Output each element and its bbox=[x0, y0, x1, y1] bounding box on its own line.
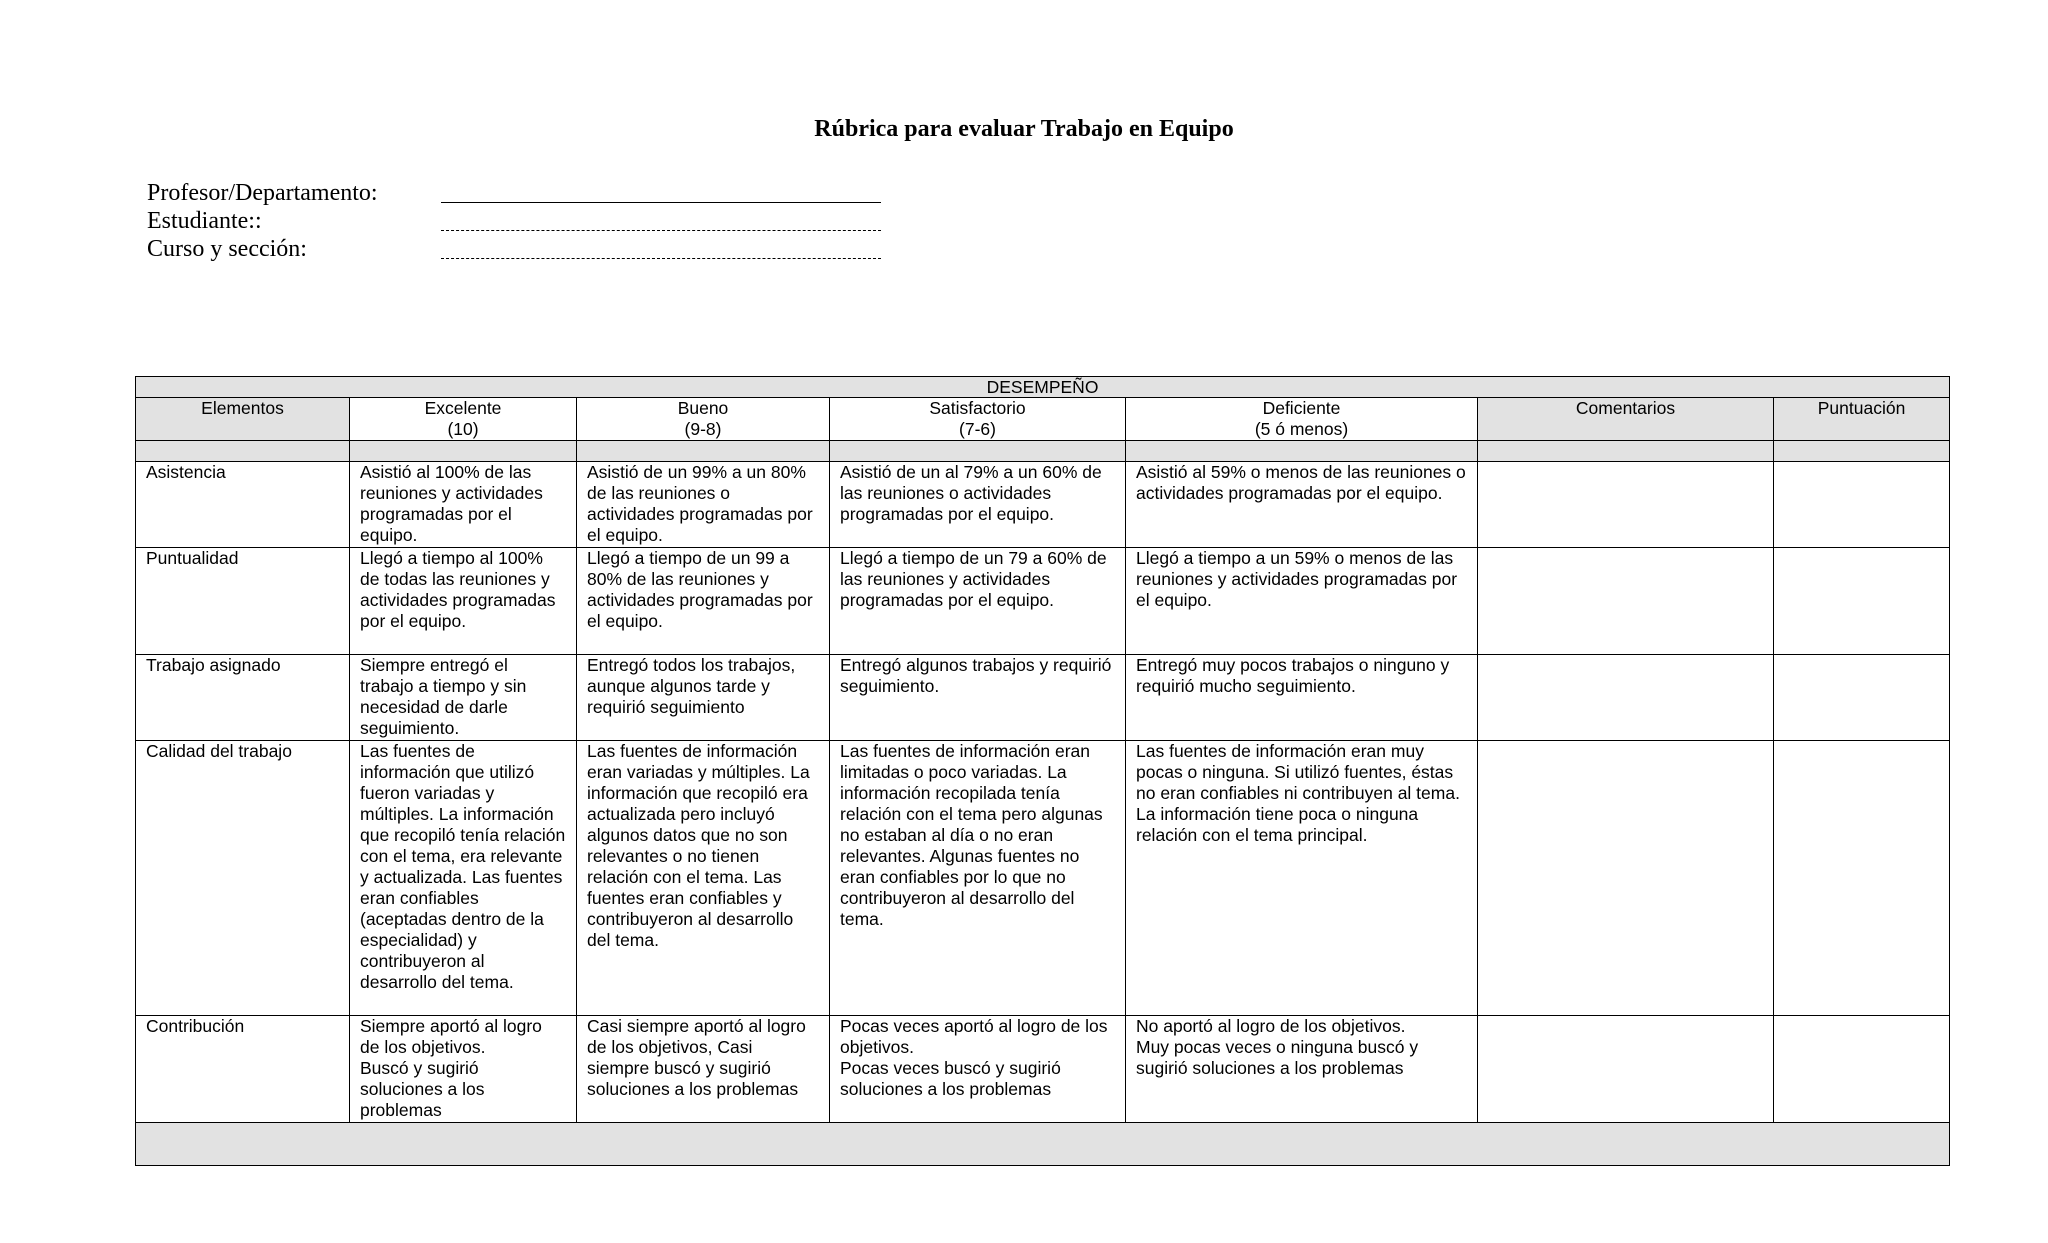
comentarios-cell[interactable] bbox=[1478, 548, 1774, 655]
criterion-deficiente: Las fuentes de información eran muy pocas o ninguna. Si utilizó fuentes, éstas no eran confiables ni contribuyen al tema. La información tiene poca o ninguna relación con el tema principal. bbox=[1126, 741, 1478, 1016]
criterion-bueno: Entregó todos los trabajos, aunque algunos tarde y requirió seguimiento bbox=[577, 655, 830, 741]
criterion-excelente: Siempre entregó el trabajo a tiempo y sin necesidad de darle seguimiento. bbox=[350, 655, 577, 741]
document-title: Rúbrica para evaluar Trabajo en Equipo bbox=[814, 116, 1234, 142]
rubric-table bbox=[135, 376, 1950, 1166]
element-name: Asistencia bbox=[136, 462, 350, 548]
level-range-excelente: (10) bbox=[447, 419, 479, 439]
field-label-curso: Curso y sección: bbox=[147, 236, 307, 262]
spacer-cell bbox=[1478, 441, 1774, 462]
level-name-excelente: Excelente bbox=[424, 398, 502, 418]
criterion-satisfactorio: Llegó a tiempo de un 79 a 60% de las reuniones y actividades programadas por el equipo. bbox=[830, 548, 1126, 655]
col-header-deficiente bbox=[1126, 398, 1478, 441]
footer-total-row bbox=[136, 1123, 1950, 1166]
table-row bbox=[136, 462, 1950, 548]
criterion-excelente: Llegó a tiempo al 100% de todas las reuniones y actividades programadas por el equipo. bbox=[350, 548, 577, 655]
puntuacion-cell[interactable] bbox=[1774, 1016, 1950, 1123]
criterion-excelente: Las fuentes de información que utilizó fueron variadas y múltiples. La información que recopiló tenía relación con el tema, era relevante y actualizada. Las fuentes eran confiables (aceptadas dentro de la especialidad) y contribuyeron al desarrollo del tema. bbox=[350, 741, 577, 1016]
spacer-cell bbox=[1774, 441, 1950, 462]
comentarios-cell[interactable] bbox=[1478, 1016, 1774, 1123]
criterion-satisfactorio: Pocas veces aportó al logro de los objetivos. Pocas veces buscó y sugirió soluciones a los problemas bbox=[830, 1016, 1126, 1123]
col-header-puntuacion: Puntuación bbox=[1774, 398, 1950, 441]
element-name: Trabajo asignado bbox=[136, 655, 350, 741]
group-header-desempeno: DESEMPEÑO bbox=[136, 377, 1950, 398]
spacer-cell bbox=[136, 441, 350, 462]
table-row bbox=[136, 548, 1950, 655]
comentarios-cell[interactable] bbox=[1478, 741, 1774, 1016]
fill-in-line-curso[interactable] bbox=[441, 258, 881, 259]
comentarios-cell[interactable] bbox=[1478, 655, 1774, 741]
puntuacion-cell[interactable] bbox=[1774, 741, 1950, 1016]
col-header-satisfactorio bbox=[830, 398, 1126, 441]
field-label-estudiante: Estudiante:: bbox=[147, 208, 262, 234]
puntuacion-cell[interactable] bbox=[1774, 462, 1950, 548]
criterion-bueno: Las fuentes de información eran variadas y múltiples. La información que recopiló era actualizada pero incluyó algunos datos que no son relevantes o no tienen relación con el tema. Las fuentes eran confiables y contribuyeron al desarrollo del tema. bbox=[577, 741, 830, 1016]
criterion-satisfactorio: Las fuentes de información eran limitadas o poco variadas. La información recopilada tenía relación con el tema pero algunas no estaban al día o no eran relevantes. Algunas fuentes no eran confiables por lo que no contribuyeron al desarrollo del tema. bbox=[830, 741, 1126, 1016]
element-name: Calidad del trabajo bbox=[136, 741, 350, 1016]
col-header-elementos: Elementos bbox=[136, 398, 350, 441]
criterion-bueno: Asistió de un 99% a un 80% de las reuniones o actividades programadas por el equipo. bbox=[577, 462, 830, 548]
fill-in-line-estudiante[interactable] bbox=[441, 230, 881, 231]
criterion-bueno: Llegó a tiempo de un 99 a 80% de las reuniones y actividades programadas por el equipo. bbox=[577, 548, 830, 655]
puntuacion-cell[interactable] bbox=[1774, 548, 1950, 655]
spacer-cell bbox=[1126, 441, 1478, 462]
spacer-cell bbox=[577, 441, 830, 462]
spacer-cell bbox=[830, 441, 1126, 462]
level-name-bueno: Bueno bbox=[677, 398, 729, 418]
criterion-satisfactorio: Asistió de un al 79% a un 60% de las reuniones o actividades programadas por el equipo. bbox=[830, 462, 1126, 548]
level-name-satisfactorio: Satisfactorio bbox=[929, 398, 1026, 418]
col-header-comentarios: Comentarios bbox=[1478, 398, 1774, 441]
level-range-bueno: (9-8) bbox=[684, 419, 722, 439]
spacer-cell bbox=[350, 441, 577, 462]
level-range-satisfactorio: (7-6) bbox=[959, 419, 996, 439]
table-row bbox=[136, 1016, 1950, 1123]
element-name: Puntualidad bbox=[136, 548, 350, 655]
puntuacion-cell[interactable] bbox=[1774, 655, 1950, 741]
col-header-bueno bbox=[577, 398, 830, 441]
field-label-profesor: Profesor/Departamento: bbox=[147, 180, 378, 206]
col-header-excelente bbox=[350, 398, 577, 441]
table-row bbox=[136, 655, 1950, 741]
criterion-excelente: Asistió al 100% de las reuniones y actividades programadas por el equipo. bbox=[350, 462, 577, 548]
criterion-deficiente: Entregó muy pocos trabajos o ninguno y requirió mucho seguimiento. bbox=[1126, 655, 1478, 741]
level-name-deficiente: Deficiente bbox=[1262, 398, 1341, 418]
level-range-deficiente: (5 ó menos) bbox=[1254, 419, 1349, 439]
criterion-deficiente: Asistió al 59% o menos de las reuniones o actividades programadas por el equipo. bbox=[1126, 462, 1478, 548]
criterion-deficiente: No aportó al logro de los objetivos. Muy pocas veces o ninguna buscó y sugirió soluciones a los problemas bbox=[1126, 1016, 1478, 1123]
fill-in-line-profesor[interactable] bbox=[441, 202, 881, 203]
element-name: Contribución bbox=[136, 1016, 350, 1123]
criterion-bueno: Casi siempre aportó al logro de los objetivos, Casi siempre buscó y sugirió soluciones a los problemas bbox=[577, 1016, 830, 1123]
criterion-deficiente: Llegó a tiempo a un 59% o menos de las reuniones y actividades programadas por el equipo. bbox=[1126, 548, 1478, 655]
criterion-excelente: Siempre aportó al logro de los objetivos. Buscó y sugirió soluciones a los problemas bbox=[350, 1016, 577, 1123]
comentarios-cell[interactable] bbox=[1478, 462, 1774, 548]
criterion-satisfactorio: Entregó algunos trabajos y requirió seguimiento. bbox=[830, 655, 1126, 741]
table-row bbox=[136, 741, 1950, 1016]
